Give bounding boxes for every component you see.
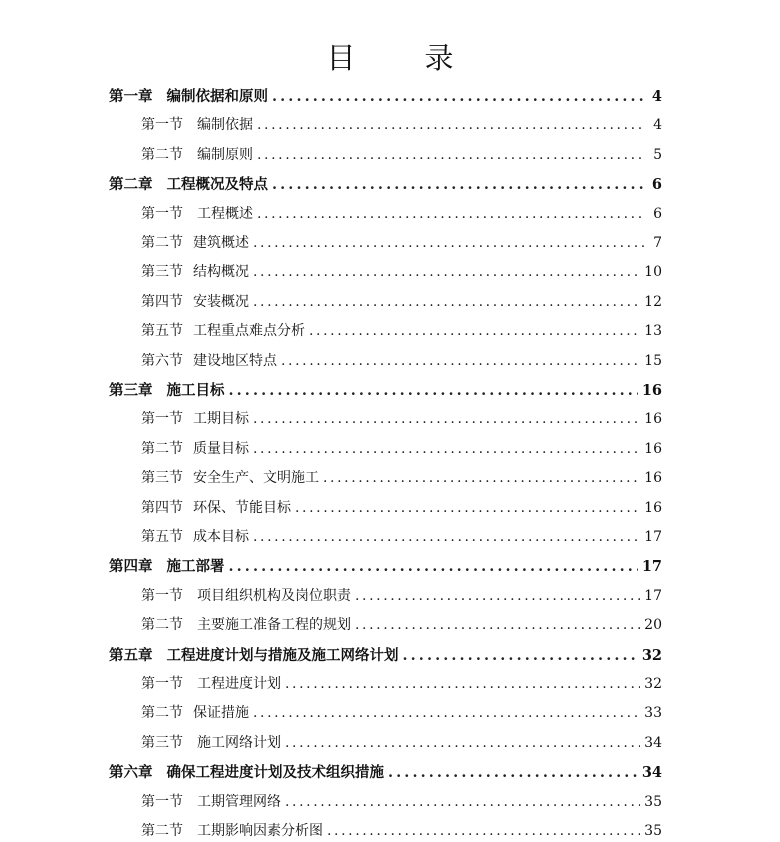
- toc-entry-number: 第三节: [141, 264, 183, 281]
- dot-leader: [253, 705, 640, 721]
- toc-entry-label: [141, 408, 249, 428]
- toc-section-row[interactable]: [141, 350, 662, 370]
- toc-page-number: 17: [644, 587, 662, 604]
- toc-page-number: 35: [644, 793, 662, 810]
- toc-section-row[interactable]: [141, 702, 662, 722]
- toc-entry-label: [141, 497, 291, 517]
- toc-entry-title: 安装概况: [193, 293, 249, 310]
- toc-entry-number: 第二节: [141, 823, 183, 839]
- toc-page-number: 10: [644, 264, 662, 281]
- toc-page-number: 4: [653, 117, 662, 134]
- toc-entry-label: [141, 320, 305, 340]
- toc-entry-label: [141, 702, 249, 722]
- toc-section-row[interactable]: [141, 291, 662, 311]
- toc-chapter-row[interactable]: [109, 379, 662, 400]
- toc-section-row[interactable]: [141, 320, 662, 340]
- toc-entry-title: 工程重点难点分析: [193, 323, 305, 340]
- toc-page-number: 6: [651, 176, 662, 194]
- dot-leader: [323, 470, 640, 486]
- toc-entry-label: [141, 467, 319, 487]
- dot-leader: [285, 735, 640, 751]
- toc-chapter-row[interactable]: [109, 761, 662, 782]
- toc-entry-number: 第一节: [141, 205, 183, 222]
- toc-entry-number: 第五节: [141, 323, 183, 340]
- toc-entry-number: 第一章: [109, 88, 153, 105]
- dot-leader: [257, 117, 646, 133]
- toc-title: 目 录: [326, 41, 474, 75]
- toc-chapter-row[interactable]: [109, 85, 662, 106]
- toc-page-number: 7: [653, 235, 662, 251]
- toc-entry-title: 安全生产、文明施工: [193, 470, 319, 487]
- toc-entry-label: [109, 173, 268, 194]
- dot-leader: [285, 676, 640, 692]
- dot-leader: [253, 294, 640, 310]
- toc-entry-title: 工程概况及特点: [166, 176, 268, 194]
- toc-entry-number: 第四节: [141, 293, 183, 310]
- dot-leader: [285, 794, 640, 810]
- toc-section-row[interactable]: [141, 820, 662, 840]
- toc-entry-number: 第二节: [141, 440, 183, 457]
- toc-section-row[interactable]: [141, 203, 662, 223]
- toc-entry-label: [141, 350, 277, 370]
- toc-section-row[interactable]: [141, 732, 662, 752]
- dot-leader: [253, 441, 640, 457]
- toc-entry-number: 第二节: [141, 146, 183, 163]
- toc-entry-label: [109, 761, 384, 782]
- toc-chapter-row[interactable]: [109, 555, 662, 576]
- toc-entry-label: [109, 644, 399, 665]
- toc-section-row[interactable]: [141, 614, 662, 634]
- toc-entry-label: [141, 114, 253, 134]
- toc-entry-title: 工程进度计划与措施及施工网络计划: [166, 646, 399, 664]
- toc-entry-title: 编制依据: [197, 117, 253, 134]
- toc-entry-title: 建筑概述: [193, 235, 249, 251]
- toc-page-number: 20: [644, 617, 662, 634]
- toc-page-number: 16: [641, 382, 662, 399]
- toc-entry-title: 项目组织机构及岗位职责: [197, 587, 351, 604]
- toc-page-number: 15: [644, 352, 662, 369]
- toc-chapter-row[interactable]: [109, 173, 662, 194]
- toc-entry-title: 工期管理网络: [197, 793, 281, 810]
- toc-page-number: 33: [644, 705, 662, 722]
- toc-section-row[interactable]: [141, 526, 662, 546]
- toc-entry-title: 保证措施: [193, 705, 249, 722]
- toc-entry-label: [141, 526, 249, 546]
- toc-page-number: 32: [644, 676, 662, 692]
- dot-leader: [272, 176, 646, 193]
- dot-leader: [388, 764, 638, 781]
- toc-entry-label: [141, 144, 253, 164]
- toc-entry-number: 第五节: [141, 529, 183, 545]
- toc-entry-label: [141, 585, 351, 605]
- toc-entry-title: 环保、节能目标: [193, 499, 291, 516]
- toc-entry-number: 第四章: [109, 558, 153, 576]
- toc-entry-label: [141, 614, 351, 634]
- toc-entry-title: 编制原则: [197, 146, 253, 163]
- toc-page-number: 34: [644, 734, 662, 751]
- toc-entry-number: 第一节: [141, 411, 183, 428]
- toc-page-number: 6: [653, 205, 662, 222]
- toc-section-row[interactable]: [141, 585, 662, 605]
- dot-leader: [281, 353, 640, 369]
- toc-section-row[interactable]: [141, 467, 662, 487]
- dot-leader: [253, 235, 646, 251]
- dot-leader: [253, 411, 640, 427]
- toc-entry-number: 第一节: [141, 676, 183, 692]
- toc-entry-label: [141, 203, 253, 223]
- toc-entry-label: [109, 85, 268, 106]
- toc-page-number: 16: [644, 499, 662, 516]
- dot-leader: [309, 323, 640, 339]
- toc-entry-label: [141, 732, 281, 752]
- dot-leader: [229, 558, 638, 575]
- toc-page-number: 16: [644, 440, 662, 457]
- toc-section-row[interactable]: [141, 673, 662, 693]
- toc-section-row[interactable]: [141, 232, 662, 252]
- dot-leader: [295, 500, 640, 516]
- toc-entry-number: 第六节: [141, 352, 183, 369]
- toc-entry-number: 第三节: [141, 470, 183, 487]
- dot-leader: [253, 264, 640, 280]
- toc-chapter-row[interactable]: [109, 644, 662, 665]
- toc-page-number: 5: [653, 146, 662, 163]
- toc-entry-number: 第二节: [141, 705, 183, 722]
- toc-page-number: 34: [641, 764, 662, 782]
- dot-leader: [403, 647, 638, 664]
- toc-entry-title: 工程概述: [197, 205, 253, 222]
- toc-entry-title: 施工网络计划: [197, 734, 281, 751]
- toc-entry-title: 工期目标: [193, 411, 249, 428]
- dot-leader: [229, 382, 638, 399]
- toc-section-row[interactable]: [141, 791, 662, 811]
- toc-entry-title: 编制依据和原则: [166, 88, 268, 105]
- toc-entry-title: 施工部署: [166, 558, 225, 576]
- dot-leader: [355, 617, 640, 633]
- toc-section-row[interactable]: [141, 408, 662, 428]
- toc-entry-label: [141, 232, 249, 252]
- toc-page-number: 4: [651, 88, 662, 105]
- toc-entry-title: 建设地区特点: [193, 352, 277, 369]
- toc-entry-number: 第三节: [141, 734, 183, 751]
- dot-leader: [257, 206, 646, 222]
- toc-entry-number: 第三章: [109, 382, 153, 399]
- dot-leader: [355, 588, 640, 604]
- toc-entry-title: 质量目标: [193, 440, 249, 457]
- toc-entry-title: 工期影响因素分析图: [197, 823, 323, 839]
- toc-entry-label: [141, 291, 249, 311]
- toc-page-number: 13: [644, 323, 662, 340]
- toc-entry-label: [109, 555, 225, 576]
- toc-page-number: 16: [644, 411, 662, 428]
- toc-section-row[interactable]: [141, 114, 662, 134]
- toc-entry-number: 第五章: [109, 646, 153, 664]
- toc-entry-title: 施工目标: [166, 382, 225, 399]
- toc-page-number: 35: [644, 823, 662, 839]
- toc-section-row[interactable]: [141, 144, 662, 164]
- toc-entry-number: 第一节: [141, 793, 183, 810]
- toc-entry-label: [141, 673, 281, 693]
- toc-section-row[interactable]: [141, 497, 662, 517]
- dot-leader: [253, 529, 640, 545]
- toc-entry-number: 第四节: [141, 499, 183, 516]
- dot-leader: [257, 147, 646, 163]
- toc-page-number: 32: [641, 646, 662, 664]
- toc-section-row[interactable]: [141, 261, 662, 281]
- toc-page-number: 17: [644, 529, 662, 545]
- toc-entry-number: 第二节: [141, 617, 183, 634]
- toc-entry-title: 成本目标: [193, 529, 249, 545]
- toc-entry-label: [141, 438, 249, 458]
- toc-section-row[interactable]: [141, 438, 662, 458]
- toc-page-number: 17: [641, 558, 662, 576]
- toc-entry-label: [141, 820, 323, 840]
- toc-entry-title: 确保工程进度计划及技术组织措施: [166, 764, 384, 782]
- toc-entry-title: 结构概况: [193, 264, 249, 281]
- toc-entry-number: 第一节: [141, 587, 183, 604]
- dot-leader: [272, 88, 646, 105]
- toc-entry-number: 第六章: [109, 764, 153, 782]
- toc-entry-title: 主要施工准备工程的规划: [197, 617, 351, 634]
- toc-entry-number: 第二章: [109, 176, 153, 194]
- dot-leader: [327, 823, 640, 839]
- toc-entry-label: [141, 261, 249, 281]
- toc-entry-number: 第二节: [141, 235, 183, 251]
- toc-entry-label: [109, 379, 225, 400]
- toc-entry-label: [141, 791, 281, 811]
- toc-page-number: 16: [644, 470, 662, 487]
- toc-entry-number: 第一节: [141, 117, 183, 134]
- toc-page-number: 12: [644, 293, 662, 310]
- toc-entry-title: 工程进度计划: [197, 676, 281, 692]
